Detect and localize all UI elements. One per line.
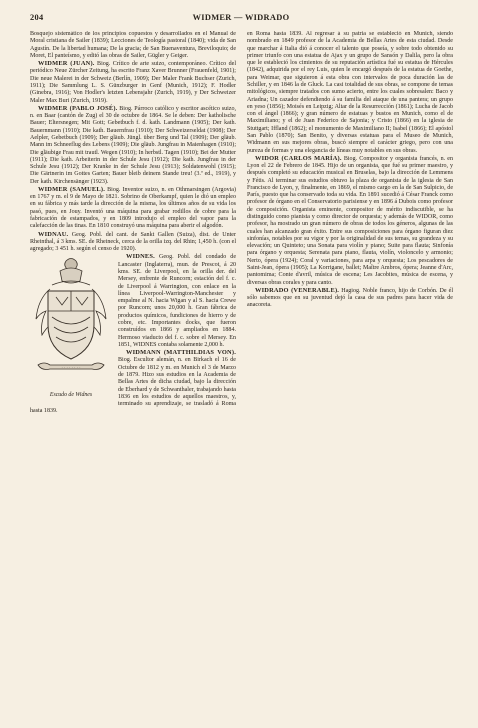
- left-column: [30, 31, 236, 707]
- entry-headword: WIDMER (PABLO JOSÉ).: [38, 104, 118, 112]
- figure-caption: Escudo de Widnes: [49, 392, 93, 399]
- entry-text: Geog. Pobl. del cant. de Sankt Gallen (Suiza), dist. de Unter Rheinthal, á 3 kms. SE. de Rheineck, cerca de la orilla izq. del Rhin; 1,450 h. (con el agregado; 3 451 h. según el censo de 1920).: [30, 231, 236, 253]
- svg-text:· · · · · · · ·: · · · · · · · ·: [61, 365, 81, 371]
- entry-text: Biog. Crítico de arte suizo, contemporáneo. Crítico del periódico Neue Zürcher Zeitung, ha escrito Franz Xaver Brunner (Frauenfeld, 1901); Die neue Malerei in der Schweiz (Berlín, 1909); Der Maler Frank Buchser (Zurich, 1911); Die Sammlung L. S. Günzburger in Genf (Munich, 1912); F. Hodler (Ginebra, 1916); Von Hodler's letzten Lebensjahr (Zurich, 1919), y Der Schweizer Maler Max Buri (Zurich, 1919).: [30, 61, 236, 104]
- entry-headword: WIDMER (JUAN).: [38, 60, 95, 68]
- entry-continuation: [30, 31, 236, 60]
- entry-widmer-pablo: [30, 105, 236, 186]
- entry-continuation: [247, 31, 453, 155]
- entry-headword: WIDMER (SAMUEL).: [38, 185, 105, 193]
- entry-text: en Roma hasta 1839. Al regresar á su patria se estableció en Munich, siendo nombrado en 1849 profesor de la Academia de Bellas Artes de esta ciudad. Desde que marchar á Italia dió á conocer el talento que poseía, y sobre todo obtenido su primer triunfo con una estatua de Ajax y un grupo de Sansón y Dalila, pero la obra que le estableció los cimientos de su reputación artística fué su estatua de Hércules (1842), adquirida por el rey Luis, quien le encargó después de la estatua de Goethe, para Weimar, que siguieron á esta obra con intervalos de poca duración las de Schiller, y en 1846 la de Gluck. La casi totalidad de sus obras, se compone de temas mitológicos, siempre tratados con sumo acierto, entre los cuales sobresalen: Baco y Ariadna; Un cazador defendiendo á su familia del ataque de una pantera; un grupo en yeso (1856); Moisés en Leipzig; Altar de la Resurrección (1861); Lucha de Jacob con el ángel (1866); y gran número de estatuas y bustos en Munich, como el de Maximiliano; y el de Juan Federico de Sajonia; y Cristo (1866) en la iglesia de Stuttgart; Iffland (1862); el monumento de Maximiliano II; Isabel (1866); El apóstol San Pablo (1870); San Benito, y diversas estatuas para el Museo de Munich, Widmann en sus mejores obras, buscó siempre el carácter griego, pero con una pureza de formas y una elegancia de líneas muy notables en sus obras.: [247, 31, 453, 154]
- entry-widrado: [247, 287, 453, 310]
- entry-text: Bosquejo sistemático de los principios copuestos y desarrollados en el Manual de Moral cristiana de Sailer (1839); Lecciones de Teología pastoral (1840); vida de San Agustín. De la libertad humana; De la gracia; de San Buenaventura, Breviloquio; de Moret, El panteísmo, y editó las obras de Sailer, Gügler y Geiger.: [30, 31, 236, 59]
- entry-widmer-samuel: [30, 186, 236, 231]
- entry-headword: WIDRADO (VENERABLE).: [255, 286, 340, 294]
- entry-text: Biog. Párroco católico y escritor ascético suizo, n. en Baar (cantón de Zug) el 30 de octubre de 1864. Se le deben: Der katholische Bauer; Eltersnegen; Mit Gott; Gebetbuch f. d. kath. Landmann (1905); Der kath. Bauernmann (1910); Die kath. Bauernfrau (1910); Der Schweizerseldat (1908); Der Aelpler, Gebetbuch (1909); Der gläub. Jüngl. über Berg und Tal (1909); Der gläub. Mann im Schneeflug des Lebens (1909); Die gläub. Jungfrau in Maienhagen (1910); Die gläubige Frau mit trautl. Wegen (1910); In herbstl. Tagen (1910); Bei der Mutter (1911); Die kath. Arbeiterin in der Schule Jesu (1912); Die kath. Jungfrau in der Schule Jesu (1912); Der Kranke in der Schule Jesu (1913); Soldatenwohl (1915); Die Gärtnerin im Gottes Garten; Bauer bleib deinem Stande treu! (3.ª ed., 1919), y Der kath. Kirchensänger (1923).: [30, 105, 236, 185]
- entry-widor: [247, 155, 453, 287]
- entry-widmer-juan: [30, 60, 236, 105]
- entry-widnau: [30, 231, 236, 254]
- right-column: [247, 31, 453, 707]
- entry-headword: WIDNAU.: [38, 230, 69, 238]
- entry-headword: WIDNES.: [126, 253, 155, 261]
- page-number: 204: [30, 13, 44, 22]
- coat-of-arms-figure: [30, 255, 112, 399]
- entry-text: Biog. Compositor y organista francés, n. en Lyon el 22 de Febrero de 1845. Hijo de un organista, que fué su primer maestro, y después completó su educación musical en Bruselas, bajo la dirección de Lemmens y Fétis. Al terminar sus estudios obtuvo la plaza de organista de la iglesia de San Francisco de Lyon, y, finalmente, en 1869, el mismo cargo en la de San Sulpicio, de París, puesto que ha conservado toda su vida. En 1891 sucedió á César Franck como profesor de órgano en el Conservatorio parisiense y en 1896 á Dubois como profesor de composición. Organista eminente, compositor de mérito indiscutible, se ha distinguido como pianista y como director de orquesta; y además de WIDOR, como profesor, ha mostrado un gran número de obras de todos los géneros, algunas de las cuales han alcanzado gran éxito. Entre sus composiciones para órgano figuran diez sinfonías, notables por su vigor y por la originalidad de sus temas, su grandeza y su elevación; un Quinteto; una Sonata para violín y piano; Suite para flauta; Sinfonía para órgano y orquesta; Serenata para piano, flauta, violín, violoncelo y armonio; Nerto, ópera (1924); Coral y variaciones, para arpa y orquesta; Los pescadores de Saint-Jean, ópera (1905); La Korrigane, ballet; Maître Ambros, ópera; Jeanne d'Arc, pantomima; Conte d'avril, música de escena; Les Jacobites, música de escena, y diversas obras corales y para canto.: [247, 155, 453, 286]
- page-header: [30, 13, 452, 27]
- entry-headword: WIDOR (CARLOS MARÍA).: [255, 154, 342, 162]
- entry-text: Hagiog. Noble franco, hijo de Corbón. De él sólo sabemos que en su juventud dejó la casa de sus padres para hacer vida de anacoreta.: [247, 287, 453, 309]
- entry-text: Biog. Inventor suizo, n. en Othmarsingen (Argovia) en 1767 y m. el 9 de Mayo de 1821. Sobrino de Oberkampf, quien le dió un empleo en su fábrica y más tarde la dirección de la misma, los últimos años de su vida los pasó, pues, en Jouy. Inventó una máquina para grabar rodillos de cobre para la fabricación de estampados, y en 1809 introdujo el empleo del vapor para la calefacción de las tinas. En 1810 construyó una máquina para aberir el algodón.: [30, 186, 236, 230]
- entry-text: Geog. Pobl. del condado de Lancaster (Inglaterra), mun. de Prescot, á 20 kms. SE. de Liverpool, en la orilla der. del Mersey, enfrente de Runcorn; estación del f. c. de Liverpool á Warrington, con enlace en la línea Liverpool-Warrington-Manchester y empalme al N. hacia Wigan y al S. hacia Crewe por Runcorn; unos 20,000 h. Gran fábrica de productos químicos, fundiciones de hierro y de cobre, etc. Importantes docks, que fueron construídos en 1866 y ampliados en 1884. Hermoso viaducto del f. c. sobre el Mersey. En 1851, WIDNES contaba solamente 2,000 h.: [118, 254, 236, 348]
- coat-of-arms-illustration: [30, 255, 112, 389]
- running-head: WIDMER — WIDRADO: [192, 13, 290, 22]
- entry-headword: WIDMANN (MATTHILDIAS VON).: [126, 349, 236, 357]
- entry-text: Biog. Escultor alemán, n. en Birkach el 16 de Octubre de 1812 y m. en Munich el 3 de Marzo de 1879. Hizo sus estudios en la Academia de Bellas Artes de dicha ciudad, bajo la dirección de Eberhard y de Schwanthaler, trabajando hasta 1836 en los estudios de aquellos maestros, y, terminado su aprendizaje, se trasladó á Roma hasta 1839.: [30, 357, 236, 415]
